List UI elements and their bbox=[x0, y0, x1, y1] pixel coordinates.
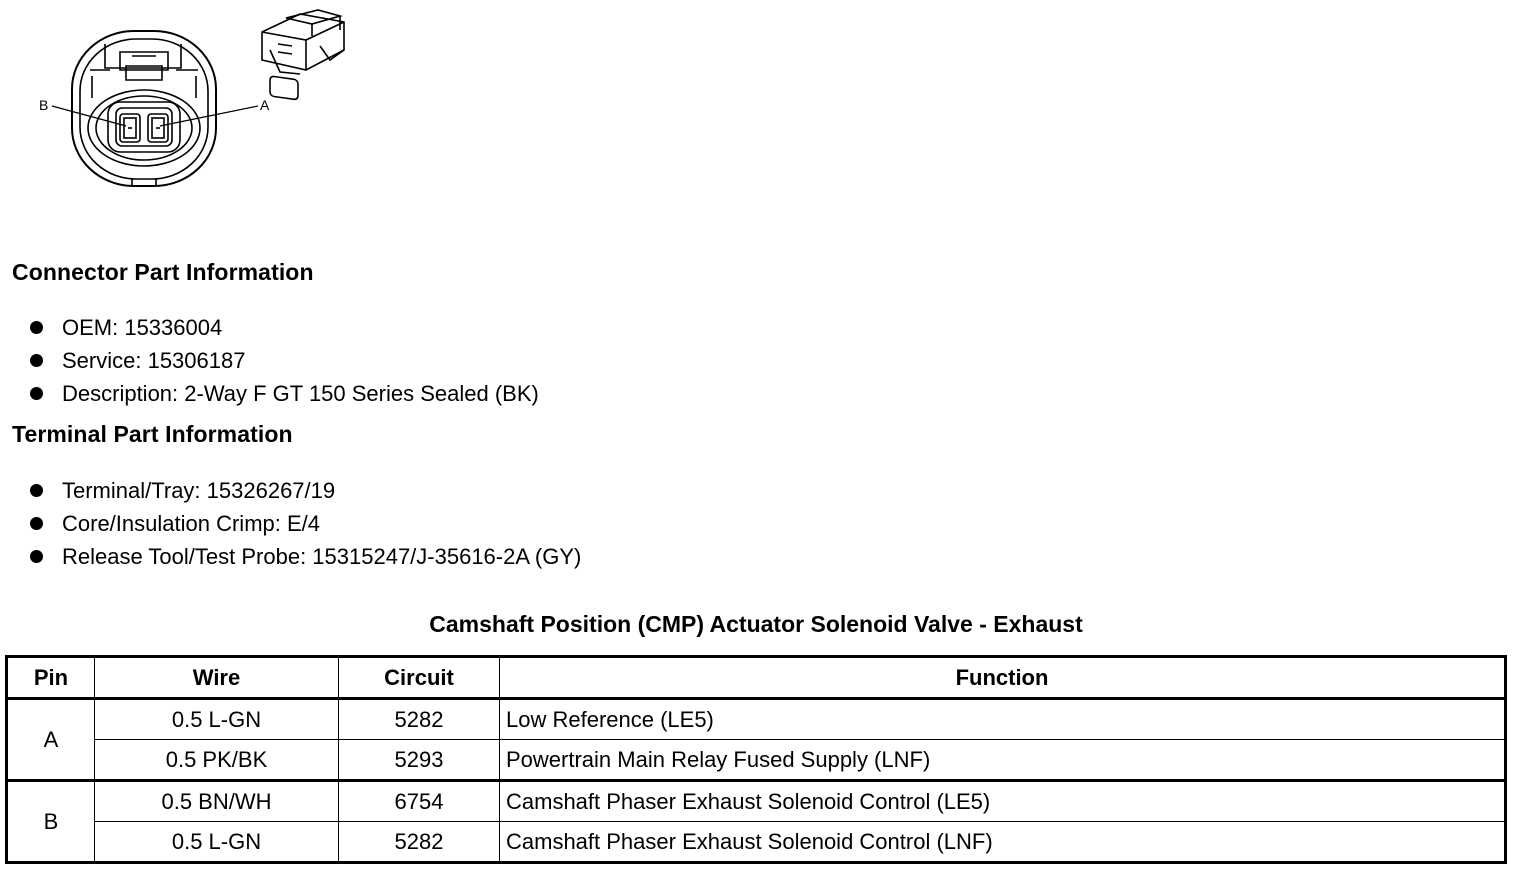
table-header-row bbox=[7, 657, 1506, 699]
function-cell: Camshaft Phaser Exhaust Solenoid Control (LNF) bbox=[500, 822, 1506, 863]
terminal-info-list bbox=[30, 474, 581, 573]
table-row bbox=[7, 740, 1506, 781]
bullet-icon bbox=[30, 517, 43, 530]
list-item-text: Terminal/Tray: 15326267/19 bbox=[62, 478, 336, 503]
bullet-icon bbox=[30, 354, 43, 367]
table-row bbox=[7, 822, 1506, 863]
circuit-cell: 5293 bbox=[339, 740, 500, 781]
pin-cell-a: A bbox=[7, 699, 95, 781]
list-item bbox=[30, 344, 539, 377]
list-item-text: Description: 2-Way F GT 150 Series Sealed (BK) bbox=[62, 381, 539, 406]
list-item bbox=[30, 377, 539, 410]
pinout-table-title: Camshaft Position (CMP) Actuator Solenoid Valve - Exhaust bbox=[429, 611, 1083, 637]
circuit-cell: 5282 bbox=[339, 699, 500, 740]
wire-cell: 0.5 BN/WH bbox=[95, 781, 339, 822]
bullet-icon bbox=[30, 484, 43, 497]
function-cell: Low Reference (LE5) bbox=[500, 699, 1506, 740]
connector-info-heading: Connector Part Information bbox=[12, 259, 314, 285]
header-wire: Wire bbox=[95, 657, 339, 699]
circuit-cell: 6754 bbox=[339, 781, 500, 822]
terminal-info-heading: Terminal Part Information bbox=[12, 421, 293, 447]
wire-cell: 0.5 L-GN bbox=[95, 699, 339, 740]
header-circuit: Circuit bbox=[339, 657, 500, 699]
list-item-text: Core/Insulation Crimp: E/4 bbox=[62, 511, 320, 536]
list-item bbox=[30, 507, 581, 540]
connector-info-list bbox=[30, 311, 539, 410]
connector-face-illustration bbox=[52, 31, 258, 186]
pin-cell-b: B bbox=[7, 781, 95, 863]
list-item-text: Release Tool/Test Probe: 15315247/J-35616-2A (GY) bbox=[62, 544, 582, 569]
wire-cell: 0.5 PK/BK bbox=[95, 740, 339, 781]
function-cell: Powertrain Main Relay Fused Supply (LNF) bbox=[500, 740, 1506, 781]
list-item-text: OEM: 15336004 bbox=[62, 315, 223, 340]
bullet-icon bbox=[30, 387, 43, 400]
pinout-table bbox=[5, 655, 1507, 864]
wire-cell: 0.5 L-GN bbox=[95, 822, 339, 863]
list-item bbox=[30, 474, 581, 507]
list-item bbox=[30, 311, 539, 344]
list-item-text: Service: 15306187 bbox=[62, 348, 246, 373]
list-item bbox=[30, 540, 581, 573]
function-cell: Camshaft Phaser Exhaust Solenoid Control (LE5) bbox=[500, 781, 1506, 822]
bullet-icon bbox=[30, 550, 43, 563]
header-pin: Pin bbox=[7, 657, 95, 699]
circuit-cell: 5282 bbox=[339, 822, 500, 863]
pin-b-label: B bbox=[39, 97, 49, 113]
pin-a-label: A bbox=[260, 97, 270, 113]
connector-diagram bbox=[0, 0, 380, 200]
table-row bbox=[7, 699, 1506, 740]
connector-isometric-illustration bbox=[262, 10, 344, 100]
table-row bbox=[7, 781, 1506, 822]
header-function: Function bbox=[500, 657, 1506, 699]
bullet-icon bbox=[30, 321, 43, 334]
